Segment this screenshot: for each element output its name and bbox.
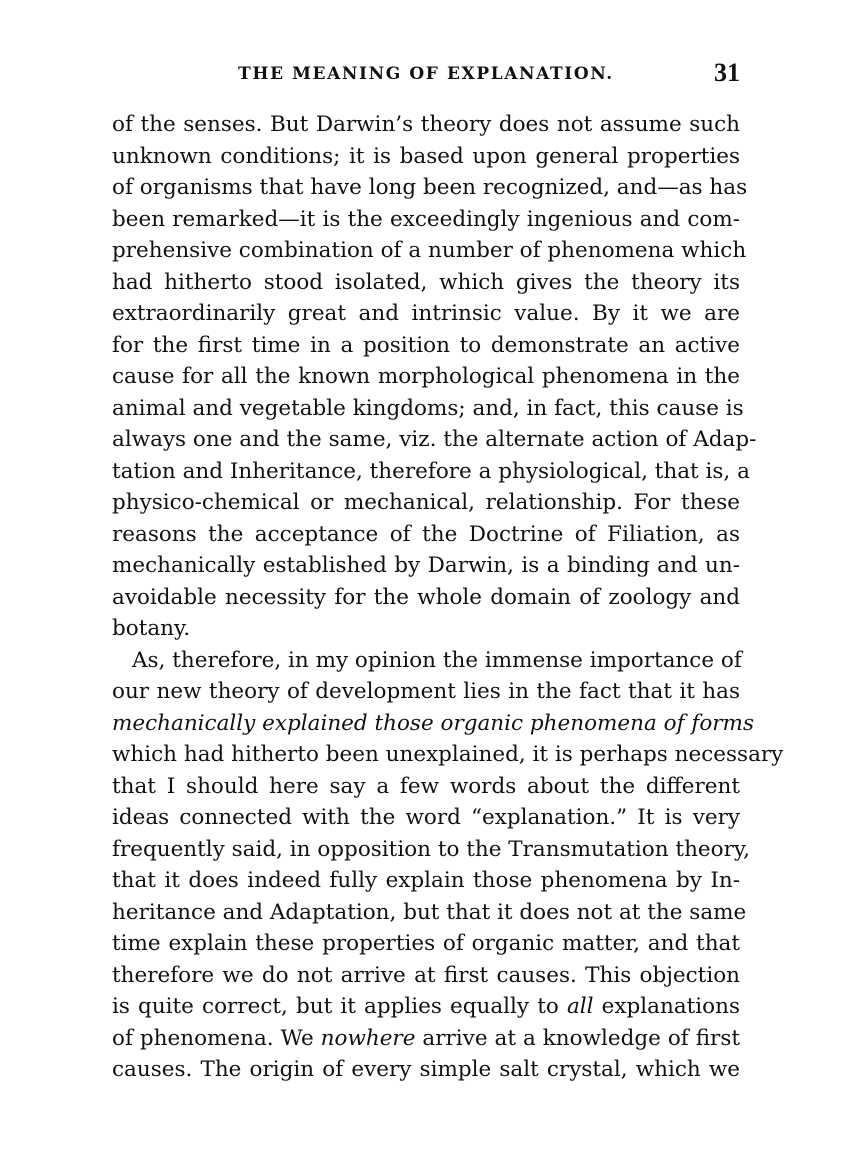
text-segment: is quite correct, but it applies equally to xyxy=(112,994,567,1019)
running-title: THE MEANING OF EXPLANATION. xyxy=(238,64,614,84)
text-line: avoidable necessity for the whole domain of zoology and xyxy=(112,584,740,610)
text-line: cause for all the known morphological phenomena in the xyxy=(112,364,740,389)
text-line: extraordinarily great and intrinsic value. By it we are xyxy=(112,301,740,326)
emphasis-nowhere: nowhere xyxy=(320,1025,416,1051)
text-line: been remarked—it is the exceedingly ingenious and com- xyxy=(112,206,740,232)
text-line: tation and Inheritance, therefore a physiological, that is, a xyxy=(112,458,750,484)
text-line xyxy=(112,991,740,1023)
text-line: that I should here say a few words about the different xyxy=(112,773,740,799)
body-text xyxy=(112,109,784,1086)
text-segment: arrive at a knowledge of first xyxy=(415,1025,740,1051)
text-line: for the first time in a position to demonstrate an active xyxy=(112,332,740,358)
text-line: physico-chemical or mechanical, relationship. For these xyxy=(112,490,740,515)
page-number: 31 xyxy=(714,58,740,87)
text-line: causes. The origin of every simple salt crystal, which we xyxy=(112,1057,740,1082)
text-line: of the senses. But Darwin’s theory does not assume such xyxy=(112,112,740,137)
text-line: unknown conditions; it is based upon general properties xyxy=(112,143,740,169)
text-line: As, therefore, in my opinion the immense importance of xyxy=(132,647,742,673)
text-line: animal and vegetable kingdoms; and, in fact, this cause is xyxy=(112,395,744,421)
text-line: botany. xyxy=(112,616,191,641)
text-line-italic: mechanically explained those organic phenomena of forms xyxy=(112,710,754,736)
emphasis-all: all xyxy=(566,994,594,1019)
text-line: reasons the acceptance of the Doctrine of Filiation, as xyxy=(112,521,740,547)
text-segment: of phenomena. We xyxy=(112,1025,321,1051)
text-line: mechanically established by Darwin, is a binding and un- xyxy=(112,553,740,578)
text-line: frequently said, in opposition to the Transmutation theory, xyxy=(112,836,750,862)
text-line: heritance and Adaptation, but that it does not at the same xyxy=(112,899,747,925)
text-line: that it does indeed fully explain those phenomena by In- xyxy=(112,868,740,893)
text-line: which had hitherto been unexplained, it is perhaps necessary xyxy=(112,742,784,767)
text-line: always one and the same, viz. the alternate action of Adap- xyxy=(112,427,757,452)
text-segment: explanations xyxy=(593,994,740,1019)
text-line xyxy=(112,1023,740,1055)
text-line: of organisms that have long been recognized, and—as has xyxy=(112,175,748,200)
text-line: therefore we do not arrive at first causes. This objection xyxy=(112,962,740,988)
text-line: had hitherto stood isolated, which gives the theory its xyxy=(112,269,740,295)
text-line: ideas connected with the word “explanation.” It is very xyxy=(112,805,740,830)
running-head xyxy=(112,58,740,88)
text-line: our new theory of development lies in the fact that it has xyxy=(112,679,740,704)
text-line: prehensive combination of a number of phenomena which xyxy=(112,238,747,263)
text-line: time explain these properties of organic matter, and that xyxy=(112,931,740,956)
